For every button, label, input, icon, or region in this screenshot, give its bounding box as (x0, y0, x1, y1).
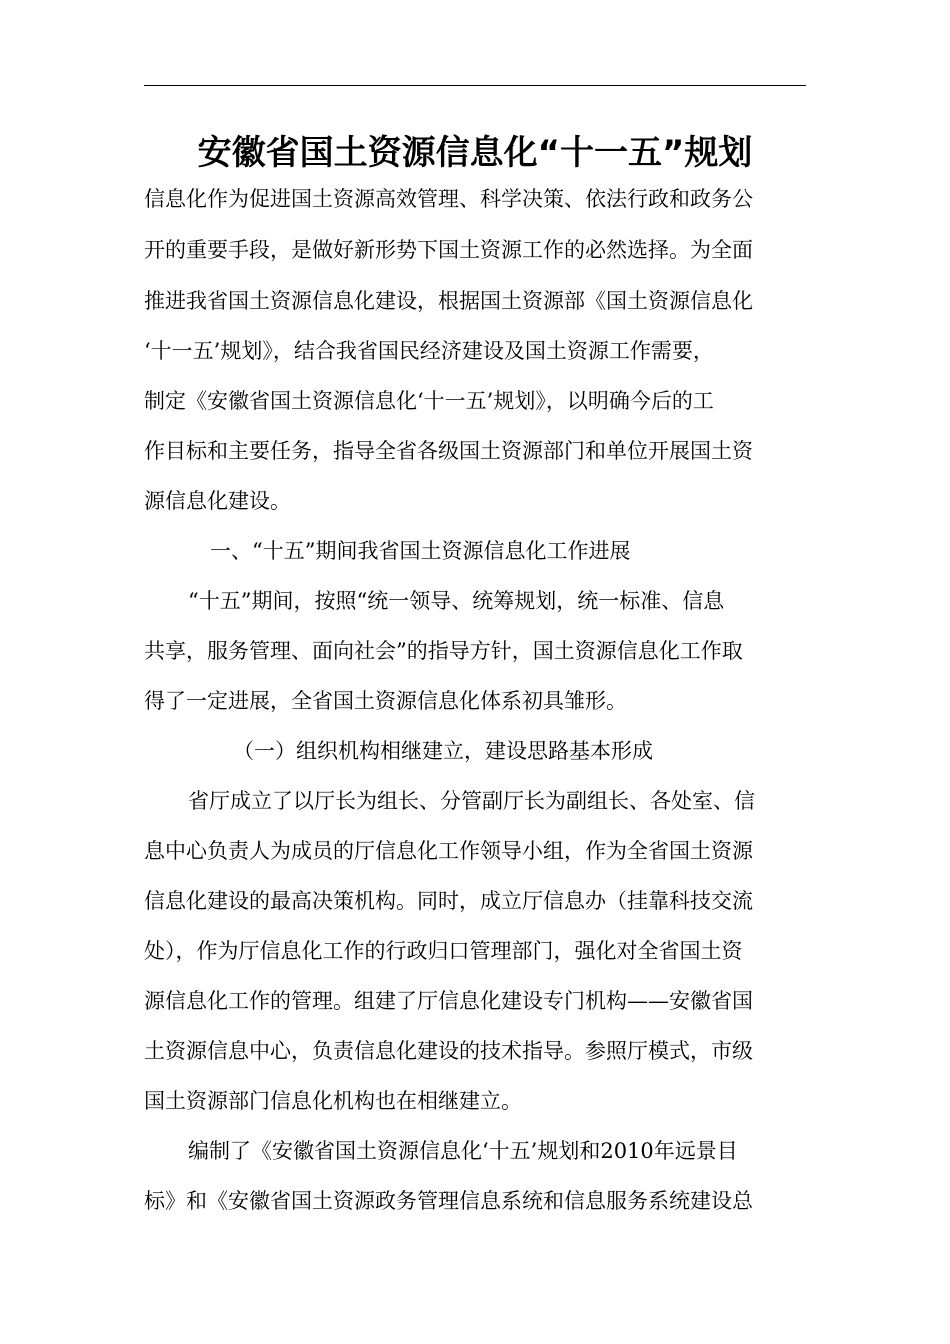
body-line: 源信息化建设。 (144, 489, 291, 513)
header-rule (144, 85, 806, 86)
body-line: 信息化作为促进国土资源高效管理、科学决策、依法行政和政务公 (144, 187, 753, 211)
body-line: ‘十一五’规划》，结合我省国民经济建设及国土资源工作需要， (144, 339, 714, 363)
body-line: 土资源信息中心，负责信息化建设的技术指导。参照厅模式，市级 (144, 1039, 753, 1063)
body-line: 信息化建设的最高决策机构。同时，成立厅信息办（挂靠科技交流 (144, 889, 753, 913)
subsection-heading: （一）组织机构相继建立，建设思路基本形成 (233, 739, 653, 763)
body-line: 息中心负责人为成员的厅信息化工作领导小组，作为全省国土资源 (144, 839, 753, 863)
body-line: 标》和《安徽省国土资源政务管理信息系统和信息服务系统建设总 (144, 1189, 753, 1213)
body-line: 开的重要手段，是做好新形势下国土资源工作的必然选择。为全面 (144, 238, 753, 262)
body-line: 制定《安徽省国土资源信息化‘十一五’规划》，以明确今后的工 (144, 389, 714, 413)
body-line: “十五”期间，按照“统一领导、统筹规划，统一标准、信息 (188, 589, 725, 613)
body-line: 省厅成立了以厅长为组长、分管副厅长为副组长、各处室、信 (188, 789, 755, 813)
body-line: 国土资源部门信息化机构也在相继建立。 (144, 1089, 522, 1113)
body-line: 编制了《安徽省国土资源信息化‘十五’规划和2010年远景目 (188, 1139, 738, 1163)
body-line: 推进我省国土资源信息化建设，根据国土资源部《国土资源信息化 (144, 289, 753, 313)
document-title: 安徽省国土资源信息化“十一五”规划 (197, 133, 753, 173)
body-line: 共享，服务管理、面向社会”的指导方针，国土资源信息化工作取 (144, 639, 743, 663)
body-line: 源信息化工作的管理。组建了厅信息化建设专门机构——安徽省国 (144, 989, 753, 1013)
body-line: 处），作为厅信息化工作的行政归口管理部门，强化对全省国土资 (144, 939, 743, 963)
body-line: 得了一定进展，全省国土资源信息化体系初具雏形。 (144, 689, 627, 713)
section-heading: 一、“十五”期间我省国土资源信息化工作进展 (210, 539, 631, 563)
body-line: 作目标和主要任务，指导全省各级国土资源部门和单位开展国土资 (144, 439, 753, 463)
